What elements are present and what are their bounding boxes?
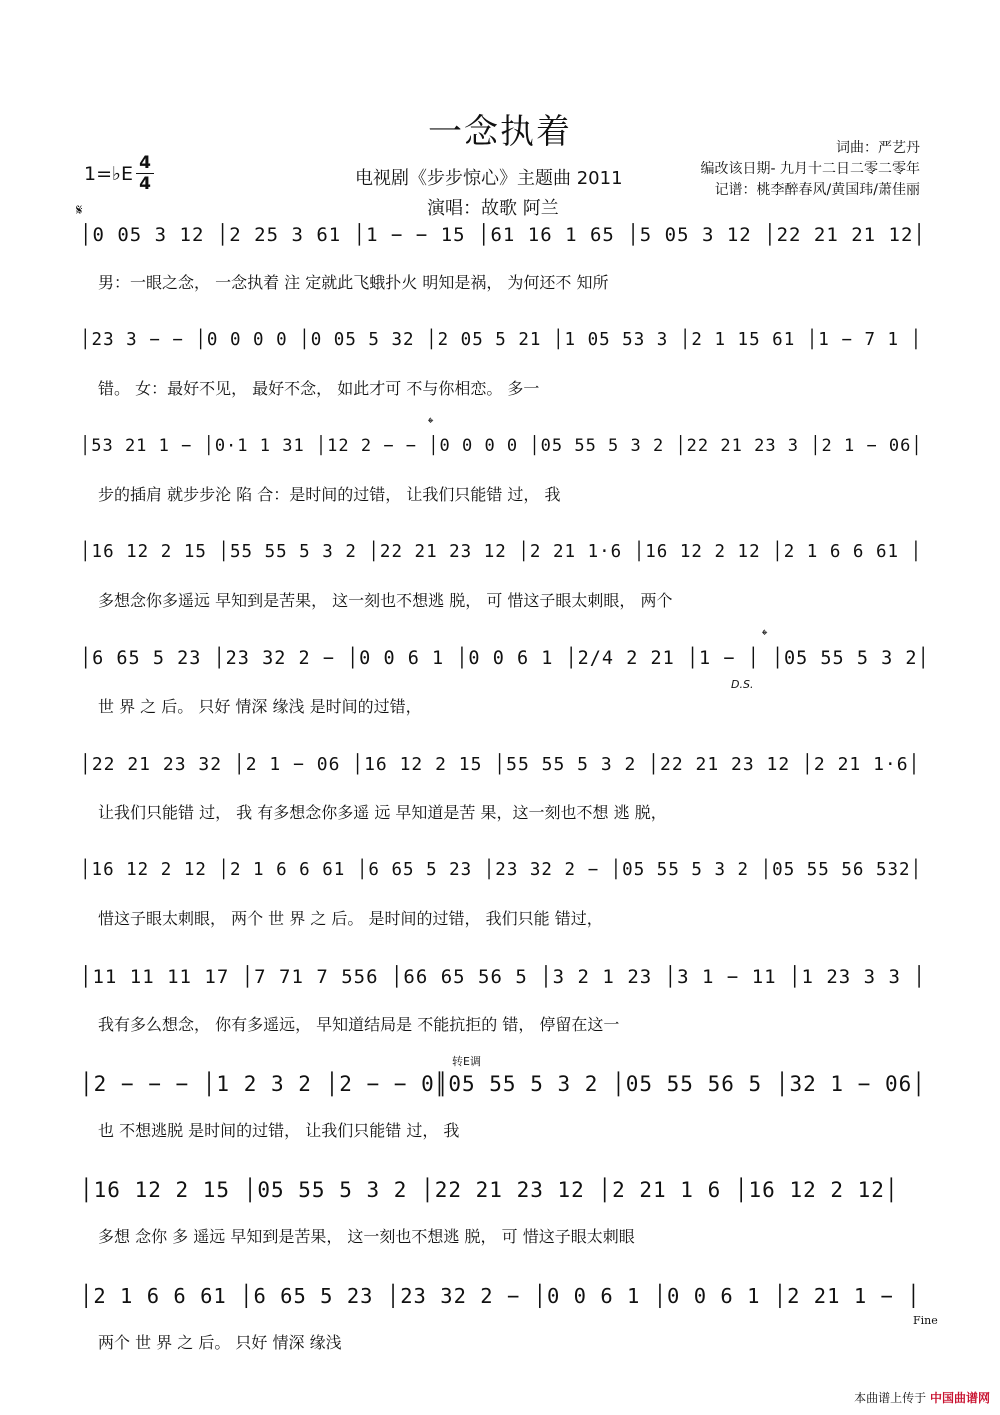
credit-lyricist: 词曲：严艺丹 (836, 140, 920, 156)
music-system-8 (0, 966, 1000, 1046)
music-system-10 (0, 1178, 1000, 1258)
page-title: 一念执着 (428, 112, 572, 152)
time-signature-top: 4 (139, 153, 151, 173)
ds-marker: D.S. (731, 678, 754, 691)
music-system-4 (0, 542, 1000, 622)
notes-line: │16 12 2 15 │05 55 5 3 2 │22 21 23 12 │2 21 1 6 │16 12 2 12│ (80, 1178, 899, 1202)
notes-line: │53 21 1 − │0·1 1 31 │12 2 − − │0 0 0 0 │05 55 5 3 2 │22 21 23 3 │2 1 − 06│ (80, 436, 923, 456)
subtitle: 电视剧《步步惊心》主题曲 2011 (355, 168, 623, 189)
notes-line: │23 3 − − │0 0 0 0 │0 05 5 32 │2 05 5 21 │1 05 53 3 │2 1 15 61 │1 − 7 1 │ (80, 330, 923, 350)
notes-line: │0 05 3 12 │2 25 3 61 │1 − − 15 │61 16 1 65 │5 05 3 12 │22 21 21 12│ (80, 224, 926, 246)
lyrics-line: 多想 念你 多 遥远 早知到是苦果， 这一刻也不想逃 脱， 可 惜这子眼太刺眼 (98, 1227, 635, 1246)
lyrics-line: 男：一眼之念， 一念执着 注 定就此飞蛾扑火 明知是祸， 为何还不 知所 (98, 273, 609, 292)
coda-icon: 𝄌 (428, 414, 434, 432)
lyrics-line: 惜这子眼太刺眼， 两个 世 界 之 后。 是时间的过错， 我们只能 错过， (98, 909, 603, 928)
key-signature: 1=♭E (84, 163, 133, 185)
credit-transcriber: 记谱：桃李醉春风/黄国玮/萧佳丽 (714, 182, 920, 198)
music-system-5 (0, 626, 1000, 728)
lyrics-line: 让我们只能错 过， 我 有多想念你多遥 远 早知道是苦 果，这一刻也不想 逃 脱， (98, 803, 667, 822)
notes-line: │16 12 2 15 │55 55 5 3 2 │22 21 23 12 │2 21 1·6 │16 12 2 12 │2 1 6 6 61 │ (80, 542, 923, 562)
lyrics-line: 错。 女：最好不见， 最好不念， 如此才可 不与你相恋。 多一 (98, 379, 540, 398)
notes-line: │11 11 11 17 │7 71 7 556 │66 65 56 5 │3 2 1 23 │3 1 − 11 │1 23 3 3 │ (80, 966, 926, 988)
notes-line: │2 1 6 6 61 │6 65 5 23 │23 32 2 − │0 0 6 1 │0 0 6 1 │2 21 1 − │ (80, 1284, 921, 1308)
time-signature-bottom: 4 (136, 173, 154, 194)
time-signature (136, 153, 154, 194)
music-system-3 (0, 414, 1000, 516)
notes-line: │6 65 5 23 │23 32 2 − │0 0 6 1 │0 0 6 1 │2/4 2 21 │1 − │ │05 55 5 3 2│ (80, 648, 930, 669)
credit-edit-date: 编改该日期- 九月十二日二零二零年 (700, 161, 920, 177)
music-system-9 (0, 1055, 1000, 1152)
music-system-7 (0, 860, 1000, 940)
coda-icon-2: 𝄌 (762, 626, 768, 644)
fine-marker: Fine (913, 1314, 938, 1327)
music-system-1 (0, 224, 1000, 304)
lyrics-line: 世 界 之 后。 只好 情深 缘浅 是时间的过错， (98, 697, 422, 716)
lyrics-line: 多想念你多遥远 早知到是苦果， 这一刻也不想逃 脱， 可 惜这子眼太刺眼， 两个 (98, 591, 673, 610)
notes-line: │16 12 2 12 │2 1 6 6 61 │6 65 5 23 │23 32 2 − │05 55 5 3 2 │05 55 56 532│ (80, 860, 923, 880)
segno-icon: 𝄋 (76, 201, 83, 219)
music-system-2 (0, 330, 1000, 410)
site-logo: 中国曲谱网 (929, 1391, 990, 1405)
notes-line: │2 − − − │1 2 3 2 │2 − − 0║05 55 5 3 2 │05 55 56 5 │32 1 − 06│ (80, 1072, 926, 1096)
notes-line: │22 21 23 32 │2 1 − 06 │16 12 2 15 │55 55 5 3 2 │22 21 23 12 │2 21 1·6│ (80, 754, 921, 775)
music-system-11 (0, 1284, 1000, 1364)
music-system-6 (0, 754, 1000, 834)
footer-upload-text: 本曲谱上传于 (854, 1391, 927, 1405)
footer (854, 1389, 990, 1406)
lyrics-line: 也 不想逃脱 是时间的过错， 让我们只能错 过， 我 (98, 1121, 460, 1140)
lyrics-line: 步的插肩 就步步沦 陷 合：是时间的过错， 让我们只能错 过， 我 (98, 485, 561, 504)
performer: 演唱：故歌 阿兰 (427, 198, 559, 219)
lyrics-line: 两个 世 界 之 后。 只好 情深 缘浅 (98, 1333, 342, 1352)
modulation-marker: 转E调 (452, 1055, 481, 1068)
lyrics-line: 我有多么想念， 你有多遥远， 早知道结局是 不能抗拒的 错， 停留在这一 (98, 1015, 620, 1034)
